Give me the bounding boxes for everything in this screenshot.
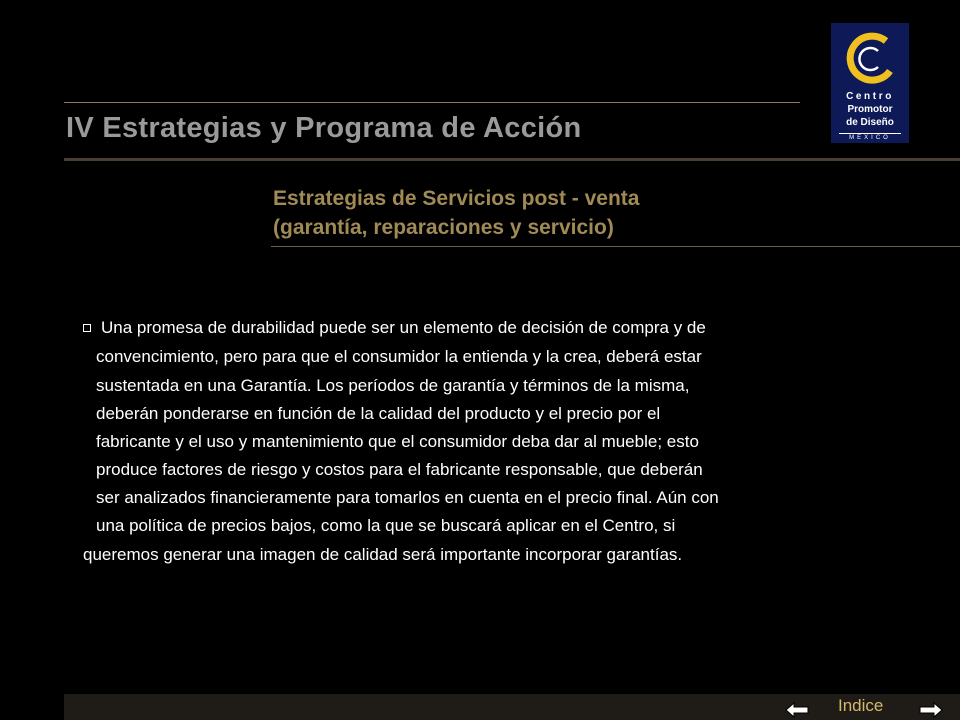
logo-ring-icon — [840, 29, 900, 89]
subtitle-line-2: (garantía, reparaciones y servicio) — [273, 216, 614, 239]
paragraph-line: fabricante y el uso y mantenimiento que el consumidor deba dar al mueble; esto — [96, 432, 699, 451]
square-bullet-icon — [83, 324, 91, 332]
top-divider — [64, 102, 800, 103]
title-divider — [64, 158, 960, 161]
index-link[interactable]: Indice — [838, 696, 884, 715]
left-arrow-icon[interactable] — [784, 700, 810, 720]
subtitle-line-1: Estrategias de Servicios post - venta — [273, 187, 640, 210]
right-arrow-icon[interactable] — [918, 700, 944, 720]
section-subtitle — [273, 184, 873, 242]
paragraph-line: convencimiento, pero para que el consumidor la entienda y la crea, deberá estar — [96, 347, 702, 366]
paragraph-line: produce factores de riesgo y costos para el fabricante responsable, que deberán — [96, 460, 703, 479]
paragraph-line: ser analizados financieramente para tomarlos en cuenta en el precio final. Aún con — [96, 488, 719, 507]
logo-line-diseno: de Diseño — [846, 117, 894, 128]
paragraph-line: Una promesa de durabilidad puede ser un elemento de decisión de compra y de — [101, 318, 706, 337]
paragraph-line: deberán ponderarse en función de la calidad del producto y el precio por el — [96, 404, 661, 423]
paragraph-line: una política de precios bajos, como la que se buscará aplicar en el Centro, si — [96, 516, 676, 535]
logo-country: MEXICO — [849, 135, 891, 141]
logo-text — [831, 90, 909, 129]
centro-promotor-logo — [831, 23, 909, 143]
paragraph-line: sustentada en una Garantía. Los períodos de garantía y términos de la misma, — [96, 376, 690, 395]
logo-line-centro: Centro — [846, 91, 894, 102]
paragraph-line: queremos generar una imagen de calidad será importante incorporar garantías. — [83, 545, 683, 564]
page-title: IV Estrategias y Programa de Acción — [66, 112, 582, 144]
footer-bar — [64, 694, 960, 720]
logo-line-promotor: Promotor — [847, 104, 893, 115]
subtitle-divider — [271, 246, 960, 247]
